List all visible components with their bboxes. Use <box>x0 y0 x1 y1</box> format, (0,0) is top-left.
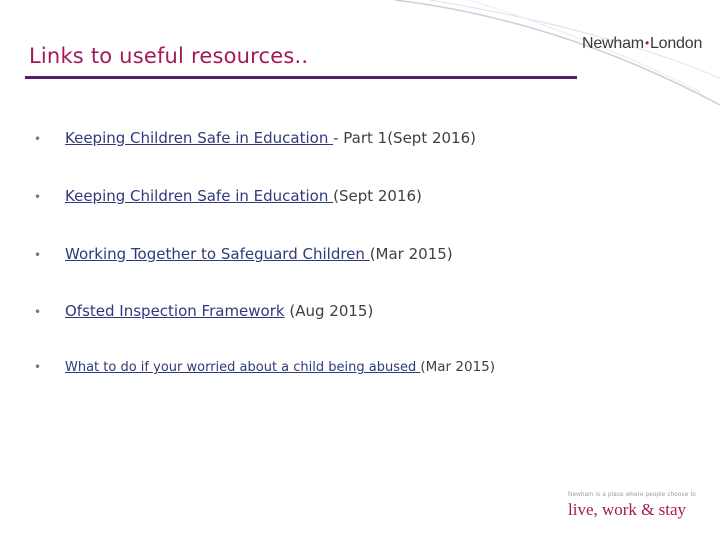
bullet-icon: • <box>34 360 42 374</box>
resource-date: (Mar 2015) <box>420 359 496 375</box>
list-item <box>34 245 453 263</box>
page-title: Links to useful resources.. <box>29 44 309 68</box>
title-underline <box>25 76 577 79</box>
resource-link[interactable]: Keeping Children Safe in Education <box>65 129 334 147</box>
newham-london-logo <box>582 35 702 53</box>
list-item <box>34 129 476 147</box>
bullet-icon: • <box>34 190 42 204</box>
resource-link[interactable]: Ofsted Inspection Framework <box>65 302 285 320</box>
bullet-icon: • <box>34 248 42 262</box>
bullet-icon: • <box>34 305 42 319</box>
list-item <box>34 359 495 375</box>
logo-text-newham: Newham <box>582 35 644 52</box>
newham-tagline-logo <box>568 492 708 520</box>
logo-separator-icon: • <box>644 36 649 50</box>
resource-date: - Part 1(Sept 2016) <box>333 129 476 147</box>
resource-link[interactable]: What to do if your worried about a child being abused <box>65 360 421 375</box>
resource-date: (Aug 2015) <box>284 302 374 320</box>
logo-text-london: London <box>649 35 703 52</box>
list-item <box>34 187 422 205</box>
resource-date: (Sept 2016) <box>333 187 422 205</box>
list-item <box>34 302 373 320</box>
tagline-large-text: live, work & stay <box>568 500 687 519</box>
resource-date: (Mar 2015) <box>369 245 453 263</box>
resource-link[interactable]: Working Together to Safeguard Children <box>65 245 370 263</box>
bullet-icon: • <box>34 132 42 146</box>
tagline-small-text: Newham is a place where people choose to <box>568 492 697 498</box>
resource-link[interactable]: Keeping Children Safe in Education <box>65 187 334 205</box>
